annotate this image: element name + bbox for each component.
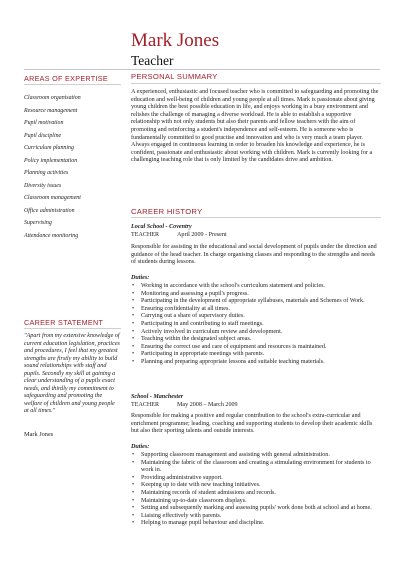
career-statement-heading: CAREER STATEMENT [24,318,104,327]
expertise-list [24,94,121,245]
duty-item: • Maintaining the fabric of the classroom and creating a stimulating environment for students to work in. [131,460,383,475]
expertise-item: Diversity issues [24,182,62,189]
job-position-row [131,232,381,240]
duty-item: • Teaching within the designated subject areas. [131,336,383,344]
expertise-item: Attendance monitoring [24,233,79,240]
duty-item: • Helping to manage pupil behaviour and discipline. [131,520,383,528]
summary-divider [131,83,381,84]
expertise-item: Office administration [24,207,75,214]
duty-item: • Planning and preparing appropriate lessons and suitable teaching materials. [131,359,383,367]
duties-label: Duties: [131,444,150,450]
duties-list [131,452,383,528]
expertise-item: Pupil discipline [24,132,62,139]
duty-item: • Setting and subsequently marking and assessing pupils' work done both at school and at home. [131,505,383,513]
duty-item: • Carrying out a share of supervisory duties. [131,313,383,321]
duty-item: • Participating in the development of appropriate syllabuses, materials and Schemes of Work. [131,298,383,306]
expertise-item: Policy implementation [24,157,78,164]
job-position-row [131,402,381,410]
header-divider [24,69,380,70]
expertise-item: Pupil motivation [24,120,64,127]
job-description: Responsible for assisting in the educational and social development of pupils under the direction and guidance of the head teacher. In charge organising classes and responding to the strengths and needs of students during lessons. [131,244,377,266]
candidate-name: Mark Jones [131,30,220,51]
duty-item: • Keeping up to date with new teaching initiatives. [131,482,383,490]
duties-label: Duties: [131,275,150,281]
duty-item: • Maintaining records of student admissions and records. [131,490,383,498]
job-entry [131,224,381,239]
history-divider [131,217,381,218]
duty-item: • Actively involved in curriculum review and development. [131,329,383,337]
history-heading: CAREER HISTORY [131,207,203,216]
candidate-title: Teacher [131,53,174,68]
career-statement-divider [24,328,121,329]
job-position: TEACHER [131,401,160,408]
duty-item: • Providing administrative support. [131,475,383,483]
job-description: Responsible for making a positive and regular contribution to the school's extra-curricular and enrichment programme; leading, coaching and supporting students to develop their academic skills but also their sporting talents and outside interests. [131,413,373,435]
expertise-item: Resource management [24,107,78,114]
job-position: TEACHER [131,231,160,238]
duty-item: • Ensuring confidentiality at all times. [131,306,383,314]
job-employer: School - Manchester [131,394,184,400]
career-statement-text: "Apart from my extensive knowledge of current education legislation, practices and procedures, I feel that my greatest strengths are firstly my ability to build sound relationships with staff and pupils. Secondly my skill at gaining a clear understanding of a pupils exact needs, and thirdly my commitment to safeguarding and promoting the welfare of children and young people at all times." [24,333,120,415]
duty-item: • Maintaining up-to-date classroom displays. [131,498,383,506]
expertise-item: Planning activities [24,170,69,177]
job-dates: April 2009 - Present [177,231,227,238]
job-entry [131,394,381,409]
career-statement-signature: Mark Jones [24,431,54,438]
duty-item: • Monitoring and assessing a pupil's progress. [131,291,383,299]
summary-text: A experienced, enthusiastic and focused teacher who is committed to safeguarding and promoting the education and well-being of children and young people at all times. Mark is passionate about giving young children the best possible education in life, and enjoys working in a busy environment and relishes the challenge of managing a diverse workload. He is able to establish a supportive relationship with not only students but also their parents and fellow teachers with the aim of promoting and reinforcing a student's independence and self-esteem. He is someone who is fundamentally committed to good practise and innovation and who is very much a team player. Always engaged in continuous learning in order to broaden his knowledge and experience, he is confident, passionate and enthusiastic about working with children. Mark is currently looking for a challenging teaching role that is only limited by the candidates drive and ambition. [131,89,379,164]
expertise-item: Curriculum planning [24,145,74,152]
duty-item: • Ensuring the correct use and care of equipment and resources is maintained. [131,344,383,352]
expertise-item: Classroom organisation [24,95,81,101]
job-dates: May 2008 – March 2009 [177,401,238,408]
expertise-item: Supervising [24,220,52,227]
duty-item: • Supporting classroom management and assisting with general administration. [131,452,383,460]
duty-item: • Participating in appropriate meetings with parents. [131,351,383,359]
duty-item: • Working in accordance with the school's curriculum statement and policies. [131,283,383,291]
job-employer: Local School - Coventry [131,224,192,230]
duty-item: • Participating in and contributing to staff meetings. [131,321,383,329]
expertise-item: Classroom management [24,195,81,202]
expertise-heading: AREAS OF EXPERTISE [24,74,108,83]
summary-heading: PERSONAL SUMMARY [131,72,218,81]
duty-item: • Liaising effectively with parents. [131,513,383,521]
expertise-divider [24,84,121,85]
duties-list [131,283,383,367]
